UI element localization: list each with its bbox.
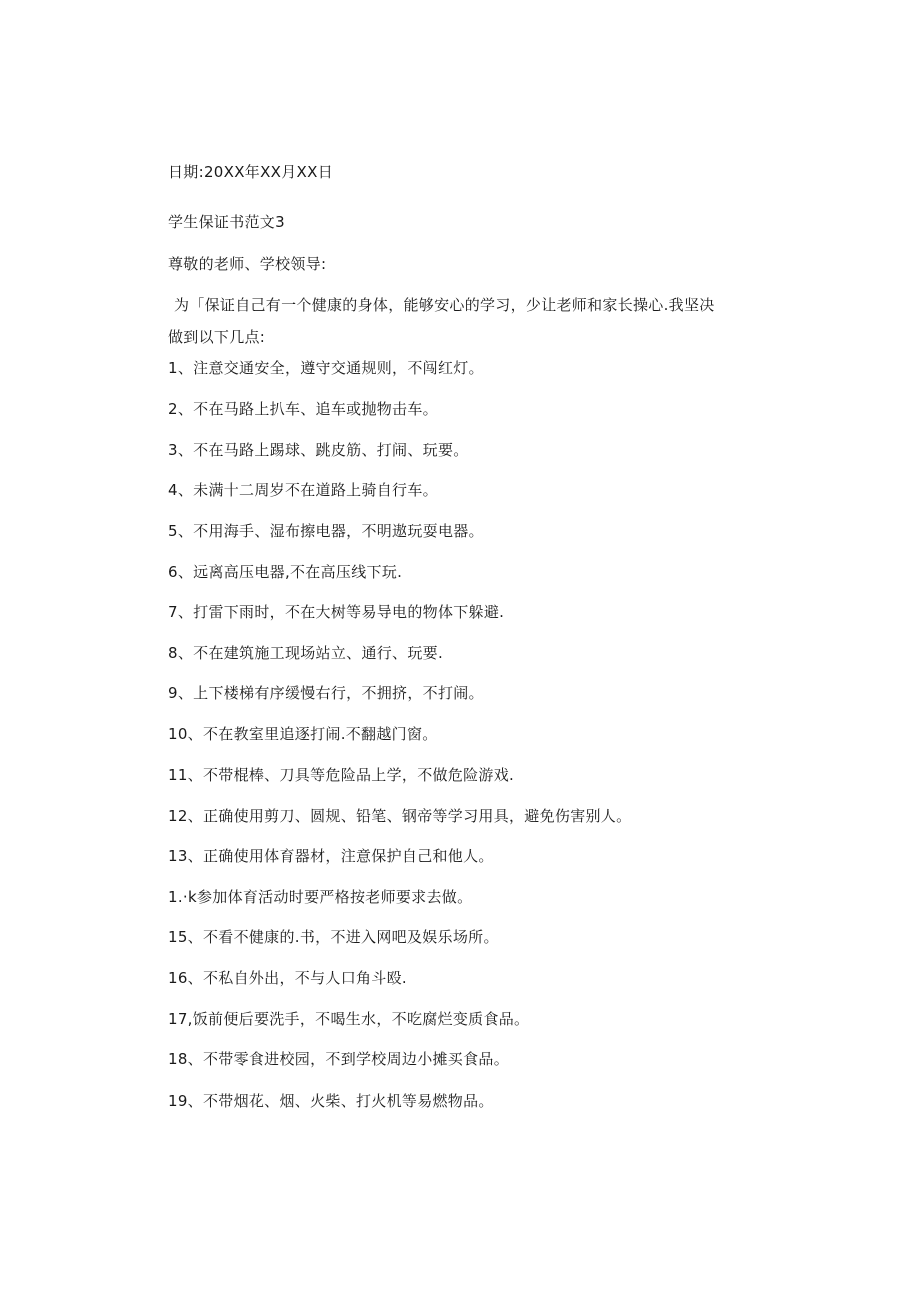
intro-paragraph — [168, 294, 778, 348]
list-item: 3、不在马路上踢球、跳皮筋、打闹、玩要。 — [168, 441, 469, 459]
list-item: 16、不私自外出，不与人口角斗殴. — [168, 969, 407, 987]
list-item: 10、不在教室里追逐打闹.不翻越门窗。 — [168, 725, 438, 743]
list-item: 15、不看不健康的.书，不进入网吧及娱乐场所。 — [168, 928, 499, 946]
list-item: 11、不带棍棒、刀具等危险品上学，不做危险游戏. — [168, 766, 515, 784]
list-item: 6、远离高压电器,不在高压线下玩. — [168, 563, 403, 581]
list-item: 7、打雷下雨时，不在大树等易导电的物体下躲避. — [168, 603, 505, 621]
list-item: 1、注意交通安全，遵守交通规则，不闯红灯。 — [168, 359, 484, 377]
date-line: 日期:20XX年XX月XX日 — [168, 163, 333, 181]
intro-line-2: 做到以下几点: — [168, 328, 266, 346]
list-item: 19、不带烟花、烟、火柴、打火机等易燃物品。 — [168, 1092, 494, 1110]
list-item: 9、上下楼梯有序缓慢右行，不拥挤，不打闹。 — [168, 684, 484, 702]
list-item: 17,饭前便后要洗手，不喝生水，不吃腐烂变质食品。 — [168, 1010, 530, 1028]
list-item: 12、正确使用剪刀、圆规、铅笔、钢帝等学习用具，避免伤害别人。 — [168, 807, 632, 825]
list-item: 4、未满十二周岁不在道路上骑自行车。 — [168, 481, 438, 499]
document-title: 学生保证书范文3 — [168, 213, 285, 231]
list-item: 18、不带零食进校园，不到学校周边小摊买食品。 — [168, 1050, 509, 1068]
list-item: 2、不在马路上扒车、追车或抛物击车。 — [168, 400, 438, 418]
intro-line-1: 为「保证自己有一个健康的身体，能够安心的学习，少让老师和家长操心.我坚决 — [174, 296, 715, 314]
list-item: 1.·k参加体育活动时要严格按老师要求去做。 — [168, 888, 473, 906]
list-item: 8、不在建筑施工现场站立、通行、玩要. — [168, 644, 444, 662]
list-item: 13、正确使用体育器材，注意保护自己和他人。 — [168, 847, 494, 865]
list-item: 5、不用海手、湿布擦电器，不明遨玩耍电器。 — [168, 522, 484, 540]
salutation: 尊敬的老师、学校领导: — [168, 255, 327, 273]
